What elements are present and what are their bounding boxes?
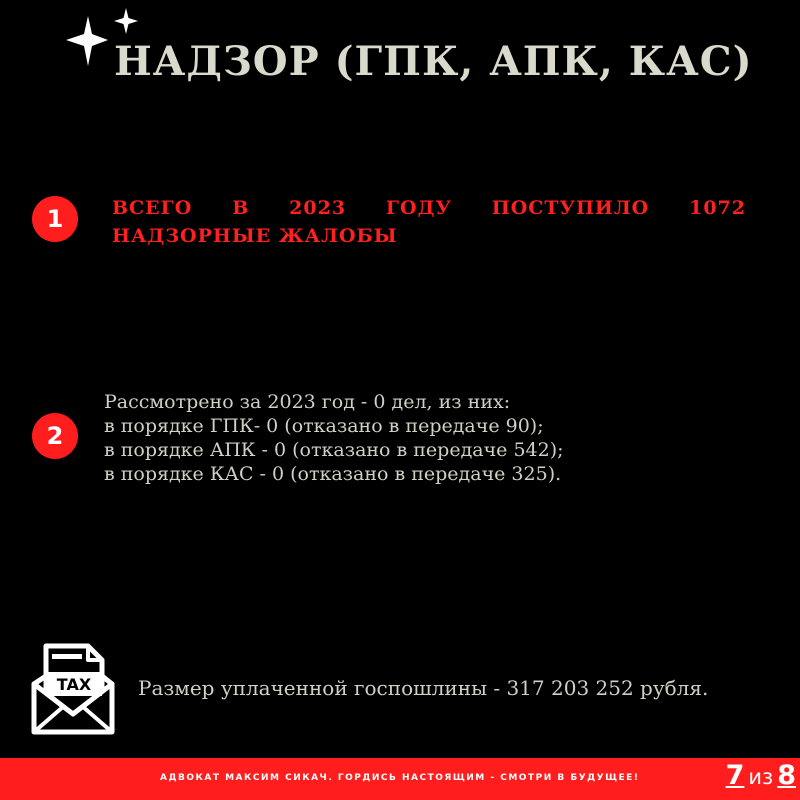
tax-icon-label: TAX: [56, 675, 92, 694]
tax-envelope-icon: [30, 640, 116, 736]
item-number-badge: 1: [32, 196, 78, 242]
stats-line: в порядке АПК - 0 (отказано в передаче 542);: [104, 439, 564, 461]
page-current: 7: [725, 760, 745, 791]
review-stats: [104, 390, 564, 486]
page-title: НАДЗОР (ГПК, АПК, КАС): [114, 38, 753, 85]
complaints-headline: ВСЕГО В 2023 ГОДУ ПОСТУПИЛО 1072 НАДЗОРНЫЕ ЖАЛОБЫ: [112, 197, 746, 247]
state-fee-text: Размер уплаченной госпошлины - 317 203 252 рубля.: [138, 676, 709, 700]
stats-line: в порядке КАС - 0 (отказано в передаче 325).: [104, 463, 562, 485]
page-indicator: [726, 760, 796, 791]
footer-bar: [0, 758, 800, 800]
page-total: 8: [777, 760, 796, 791]
stats-line: Рассмотрено за 2023 год - 0 дел, из них:: [104, 391, 511, 413]
footer-slogan: АДВОКАТ МАКСИМ СИКАЧ. ГОРДИСЬ НАСТОЯЩИМ - СМОТРИ В БУДУЩЕЕ!: [160, 773, 640, 783]
stats-line: в порядке ГПК- 0 (отказано в передаче 90);: [104, 415, 544, 437]
item-number-badge: 2: [32, 413, 78, 459]
page-of: из: [748, 765, 774, 789]
